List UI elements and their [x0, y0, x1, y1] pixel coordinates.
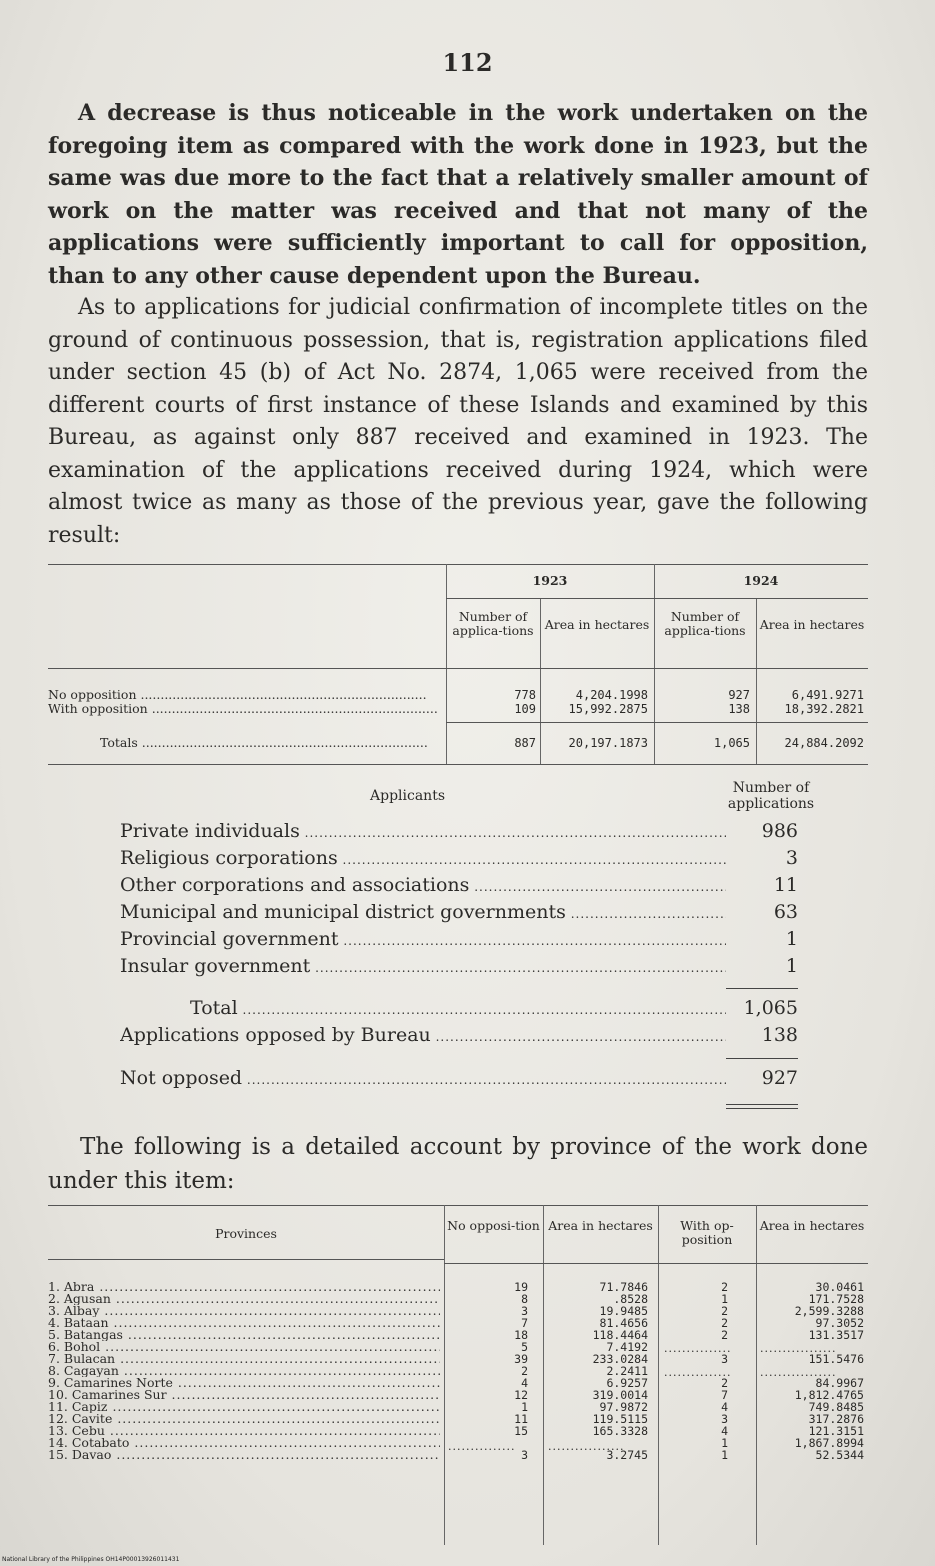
col-area-2: Area in hectares — [759, 1218, 865, 1233]
applicants-total-row: Total ..... 1,065 — [120, 995, 800, 1022]
col-with-opposition: With op-position — [680, 1218, 734, 1247]
cell-no-opp-a1924: 6,491.9271 — [791, 688, 864, 702]
col-number-1923: Number of applica-tions — [452, 609, 534, 638]
paragraph-2: As to applications for judicial confirmation of incomplete titles on the ground of continuous possession, that is, registration applications filed under section 45 (b) of Act No. 2874, 1,065 were received from the different courts of first instance of these Islands and examined by this Bureau, as against only 887 received and examined in 1923. The examination of the applications received during 1924, which were almost twice as many as those of the previous year, gave the following result: — [48, 295, 868, 548]
col-provinces: Provinces — [215, 1226, 277, 1241]
province-row: 11. Capiz ..... 1 97.9872 4 749.8485 — [48, 1401, 868, 1413]
province-row: 5. Batangas ..... 18 118.4464 2 131.3517 — [48, 1329, 868, 1341]
cell-totals-n1924: 1,065 — [713, 736, 750, 750]
col-area-1923: Area in hectares — [544, 617, 650, 632]
applicant-row: Municipal and municipal district governments ..... 63 — [120, 899, 800, 926]
province-row: 2. Agusan ..... 8 .8528 1 171.7528 — [48, 1293, 868, 1305]
col-number-1924: Number of applica-tions — [664, 609, 746, 638]
year-1924-header: 1924 — [743, 573, 779, 588]
year-1923-header: 1923 — [532, 573, 568, 588]
paragraph-1: A decrease is thus noticeable in the work undertaken on the foregoing item as compared with the work done in 1923, but the same was due more to the fact that a relatively smaller amount of work on the matter was received and that not many of the applications were sufficiently important to call for opposition, than to any other cause dependent upon the Bureau. — [48, 100, 868, 289]
province-row: 8. Cagayan ..... 2 2.2411 — [48, 1365, 868, 1377]
applicant-row: Private individuals ..... 986 — [120, 818, 800, 845]
cell-with-opp-a1924: 18,392.2821 — [784, 702, 864, 716]
applicant-row: Provincial government ..... 1 — [120, 926, 800, 953]
applicant-row: Other corporations and associations ..... 11 — [120, 872, 800, 899]
province-row: 14. Cotabato ..... 1 1,867.8994 — [48, 1437, 868, 1449]
cell-no-opp-n1924: 927 — [728, 688, 750, 702]
cell-totals-n1923: 887 — [514, 736, 536, 750]
row-totals-label: Totals ..... — [48, 736, 443, 750]
cell-with-opp-a1923: 15,992.2875 — [568, 702, 648, 716]
cell-with-opp-n1924: 138 — [728, 702, 750, 716]
applicant-row: Insular government ..... 1 — [120, 953, 800, 980]
province-row: 7. Bulacan ..... 39 233.0284 3 151.5476 — [48, 1353, 868, 1365]
province-row: 3. Albay ..... 3 19.9485 2 2,599.3288 — [48, 1305, 868, 1317]
scan-footer: National Library of the Philippines OH14P00013926011431 — [2, 1556, 180, 1563]
applicants-header: Applicants — [370, 788, 446, 804]
cell-no-opp-a1923: 4,204.1998 — [575, 688, 648, 702]
applications-count-header: Number of applications — [727, 780, 815, 812]
applicants-opposed-row: Applications opposed by Bureau ..... 138 — [120, 1022, 800, 1049]
cell-totals-a1923: 20,197.1873 — [568, 736, 648, 750]
cell-totals-a1924: 24,884.2092 — [784, 736, 864, 750]
province-row: 12. Cavite ..... 11 119.5115 3 317.2876 — [48, 1413, 868, 1425]
province-row: 9. Camarines Norte ..... 4 6.9257 2 84.9967 — [48, 1377, 868, 1389]
applicants-not-opposed-row: Not opposed ..... 927 — [120, 1065, 800, 1092]
col-no-opposition: No opposi-tion — [447, 1218, 540, 1233]
province-row: 10. Camarines Sur ..... 12 319.0014 7 1,812.4765 — [48, 1389, 868, 1401]
province-row: 1. Abra ..... 19 71.7846 2 30.0461 — [48, 1281, 868, 1293]
row-with-opposition-label: With opposition ..... — [48, 702, 443, 716]
province-row: 4. Bataan ..... 7 81.4656 2 97.3052 — [48, 1317, 868, 1329]
col-area-1924: Area in hectares — [759, 617, 865, 632]
province-row: 15. Davao ..... 3 3.2745 1 52.5344 — [48, 1449, 868, 1461]
cell-no-opp-n1923: 778 — [514, 688, 536, 702]
page-number: 112 — [442, 48, 493, 77]
col-area-1: Area in hectares — [548, 1218, 653, 1233]
cell-with-opp-n1923: 109 — [514, 702, 536, 716]
row-no-opposition-label: No opposition ..... — [48, 688, 443, 702]
paragraph-3: The following is a detailed account by province of the work done under this item: — [48, 1134, 868, 1194]
document-page: 112 A decrease is thus noticeable in the work undertaken on the foregoing item as compared with the work done in 1923, but the same was due more to the fact that a relatively smaller amount of work on the matter was received and that not many of the applications were sufficiently important to call for opposition, than to any other cause dependent upon the Bureau. As to applications for judicial confirmation of incomplete titles on the ground of continuous possession, that is, registration applications filed under section 45 (b) of Act No. 2874, 1,065 were received from the different courts of first instance of these Islands and examined by this Bureau, as against only 887 received and examined in 1923. The examination of the applications received during 1924, which were almost twice as many as those of the previous year, gave the following result: 1923 1924 Number of applica-tions Area in hectares Number of applica-tions Area in hectares No opposition ..... 778 4,204.1998 927 6,491.9271 With opposition ..... 109 15,992.2875 138 18,392.2821 Totals ..... 887 20,197.1873 1,065 24,884.2092 Applicants Number of applications Private individuals ..... 986 Religious corporations ..... 3 Other corporations and associations ..... 11 Municipal and municipal district governments ..... 63 Provincial government ..... 1 Insular government ..... 1 Total ..... 1,065 Applications opposed by Bureau ..... 138 Not opposed ..... 927 The following is a detailed account by province of the work done under this item: Provinces No opposi-tion Area in hectares With op-position Area in hectares 1. Abra ..... 19 71.7846 2 30.0461 2. Agusan ..... 8 .8528 1 171.7528 3. Albay ..... 3 19.9485 2 2,599.3288 4. Bataan ..... 7 81.4656 2 97.3052 5. Batangas ..... 18 118.4464 2 131.3517 6. Bohol ..... 5 7.4192 7. Bulacan ..... 39 233.0284 3 151.5476 8. Cagayan ..... 2 2.2411 9. Camarines Norte ..... 4 6.9257 2 84.9967 10. Camarines Sur ..... 12 319.0014 7 1,812.4765 11. Capiz ..... 1 97.9872 4 749.8485 12. Cavite ..... 11 119.5115 3 317.2876 13. Cebu ..... 15 165.3328 4 121.3151 14. Cotabato ..... 1 1,867.8994 15. Davao ..... 3 3.2745 1 52.5344 ............... ................. ............... ................. ............... ................. National Library of the Philippines OH14P00013926011431 — [0, 0, 935, 1566]
applicant-row: Religious corporations ..... 3 — [120, 845, 800, 872]
province-row: 13. Cebu ..... 15 165.3328 4 121.3151 — [48, 1425, 868, 1437]
province-row: 6. Bohol ..... 5 7.4192 — [48, 1341, 868, 1353]
